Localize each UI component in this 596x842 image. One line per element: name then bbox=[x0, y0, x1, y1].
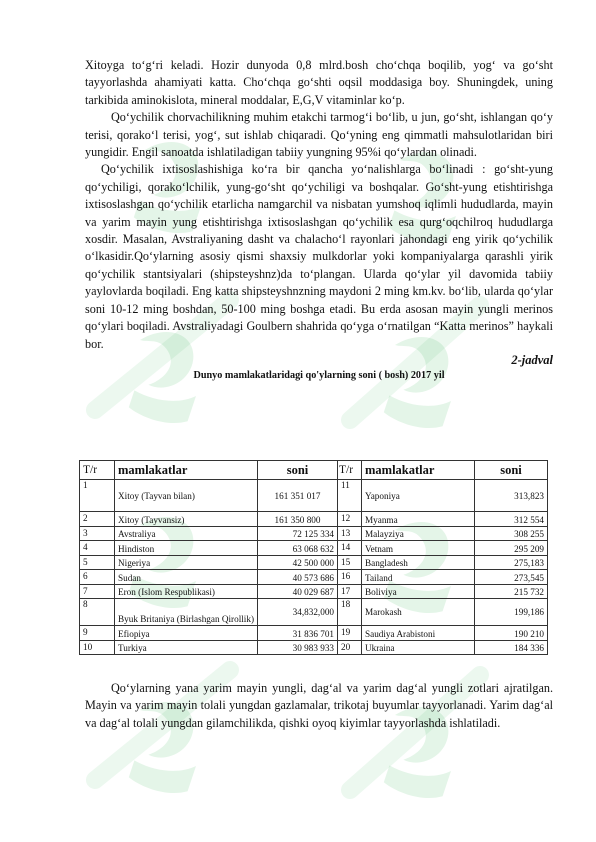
header-count: soni bbox=[258, 461, 338, 480]
sheep-count: 34,832,000 bbox=[258, 599, 338, 626]
country-name: Byuk Britaniya (Birlashgan Qirollik) bbox=[115, 599, 258, 626]
row-number: 5 bbox=[80, 555, 115, 570]
row-number: 7 bbox=[80, 584, 115, 599]
sheep-count: 313,823 bbox=[475, 480, 548, 512]
table-row bbox=[80, 626, 548, 641]
row-number: 20 bbox=[338, 640, 362, 655]
country-name: Vetnam bbox=[362, 541, 475, 556]
country-name: Avstraliya bbox=[115, 526, 258, 541]
row-number: 6 bbox=[80, 570, 115, 585]
country-name: Turkiya bbox=[115, 640, 258, 655]
table-row bbox=[80, 599, 548, 626]
row-number: 1 bbox=[80, 480, 115, 512]
sheep-count: 161 351 017 bbox=[258, 480, 338, 512]
table-row bbox=[80, 584, 548, 599]
row-number: 8 bbox=[80, 599, 115, 626]
country-name: Sudan bbox=[115, 570, 258, 585]
row-number: 10 bbox=[80, 640, 115, 655]
header-country: mamlakatlar bbox=[115, 461, 258, 480]
country-name: Bangladesh bbox=[362, 555, 475, 570]
country-name: Efiopiya bbox=[115, 626, 258, 641]
country-name: Boliviya bbox=[362, 584, 475, 599]
sheep-count: 30 983 933 bbox=[258, 640, 338, 655]
table-row bbox=[80, 512, 548, 527]
paragraph-4: Qo‘ylarning yana yarim mayin yungli, dag‘al va yarim dag‘al yungli zotlari ajratilgan. Mayin va yarim mayin tolali yungdan gazlamalar, trikotaj buyumlar tayyorlanadi. Yarim dag‘al va dag‘al tolali yungdan gilamchilikda, qishki oyoq kiyimlar tayyorlashda ishlatiladi. bbox=[85, 681, 553, 730]
row-number: 13 bbox=[338, 526, 362, 541]
row-number: 18 bbox=[338, 599, 362, 626]
country-name: Marokash bbox=[362, 599, 475, 626]
row-number: 19 bbox=[338, 626, 362, 641]
row-number: 9 bbox=[80, 626, 115, 641]
country-name: Eron (Islom Respublikasi) bbox=[115, 584, 258, 599]
row-number: 15 bbox=[338, 555, 362, 570]
table-title: Dunyo mamlakatlaridagi qo'ylarning soni ( bosh) 2017 yil bbox=[193, 369, 445, 381]
closing-section bbox=[85, 680, 553, 732]
country-name: Myanma bbox=[362, 512, 475, 527]
table-row bbox=[80, 555, 548, 570]
country-name: Ukraina bbox=[362, 640, 475, 655]
sheep-count: 42 500 000 bbox=[258, 555, 338, 570]
row-number: 16 bbox=[338, 570, 362, 585]
header-count-2: soni bbox=[475, 461, 548, 480]
sheep-count: 184 336 bbox=[475, 640, 548, 655]
sheep-count: 63 068 632 bbox=[258, 541, 338, 556]
sheep-count: 31 836 701 bbox=[258, 626, 338, 641]
country-name: Nigeriya bbox=[115, 555, 258, 570]
table-row bbox=[80, 640, 548, 655]
sheep-count: 199,186 bbox=[475, 599, 548, 626]
sheep-count: 312 554 bbox=[475, 512, 548, 527]
sheep-count: 40 573 686 bbox=[258, 570, 338, 585]
country-name: Yaponiya bbox=[362, 480, 475, 512]
sheep-count: 161 350 800 bbox=[258, 512, 338, 527]
country-name: Saudiya Arabistoni bbox=[362, 626, 475, 641]
table-header-row bbox=[80, 461, 548, 480]
country-name: Xitoy (Tayvansiz) bbox=[115, 512, 258, 527]
country-name: Tailand bbox=[362, 570, 475, 585]
row-number: 3 bbox=[80, 526, 115, 541]
sheep-count: 190 210 bbox=[475, 626, 548, 641]
page-body bbox=[85, 57, 553, 384]
row-number: 4 bbox=[80, 541, 115, 556]
country-name: Hindiston bbox=[115, 541, 258, 556]
sheep-count: 295 209 bbox=[475, 541, 548, 556]
paragraph-3: Qo‘ychilik ixtisoslashishiga ko‘ra bir qancha yo‘nalishlarga bo‘linadi : go‘sht-yung qo‘ychiligi, qorako‘lchilik, yung-go‘sht qo‘ychiligi va boshqalar. Go‘sht-yung etishtirishga ixtisoslashgan qo‘ychilik etarlicha namgarchil va nisbatan yumshoq iqlimli hududlarda, mayin va yarim mayin yung etishtirishga ixtisoslashgan qo‘ychilik esa qurg‘oqchilroq hududlarga xosdir. Masalan, Avstraliyaning dasht va chalacho‘l rayonlari jahondagi eng yirik qo‘ychilik o‘lkasidir.Qo‘ylarning asosiy qismi shaxsiy mulkdorlar yoki kompaniyalarga qarashli yirik qo‘ychilik stantsiyalari (shipsteyshnz)da to‘plangan. Ularda qo‘ylar yil davomida tabiiy yaylovlarda boqiladi. Eng katta shipsteyshnzning maydoni 2 ming km.kv. bo‘lib, ularda qo‘ylar soni 10-12 ming boshdan, 50-100 ming boshga etadi. Bu erda asosan mayin yungli merinos qo‘ylari boqiladi. Avstraliyadagi Goulbern shahrida qo‘yga o‘rnatilgan “Katta merinos” haykali bor. bbox=[85, 162, 553, 351]
table-row bbox=[80, 541, 548, 556]
sheep-count: 273,545 bbox=[475, 570, 548, 585]
sheep-count: 215 732 bbox=[475, 584, 548, 599]
paragraph-1: Xitoyga to‘g‘ri keladi. Hozir dunyoda 0,8 mlrd.bosh cho‘chqa boqilib, yog‘ va go‘sht tayyorlashda ahamiyati katta. Cho‘chqa go‘shti oqsil moddasiga boy. Shuningdek, uning tarkibida aminokislota, mineral moddalar, E,G,V vitaminlar ko‘p. bbox=[85, 58, 553, 107]
sheep-count-table bbox=[79, 460, 548, 655]
sheep-count: 275,183 bbox=[475, 555, 548, 570]
table-row bbox=[80, 480, 548, 512]
table-row bbox=[80, 570, 548, 585]
table-number: 2-jadval bbox=[511, 352, 553, 367]
row-number: 12 bbox=[338, 512, 362, 527]
header-country-2: mamlakatlar bbox=[362, 461, 475, 480]
sheep-count: 308 255 bbox=[475, 526, 548, 541]
row-number: 2 bbox=[80, 512, 115, 527]
row-number: 14 bbox=[338, 541, 362, 556]
sheep-count: 72 125 334 bbox=[258, 526, 338, 541]
table-row bbox=[80, 526, 548, 541]
header-no: T/r bbox=[80, 461, 115, 480]
row-number: 17 bbox=[338, 584, 362, 599]
country-name: Xitoy (Tayvan bilan) bbox=[115, 480, 258, 512]
country-name: Malayziya bbox=[362, 526, 475, 541]
header-no-2: T/r bbox=[338, 461, 362, 480]
paragraph-2: Qo‘ychilik chorvachilikning muhim etakchi tarmog‘i bo‘lib, u jun, go‘sht, ishlangan qo‘y terisi, qorako‘l terisi, yog‘, sut ishlab chiqaradi. Qo‘yning eng qimmatli mahsulotlaridan biri yungidir. Engil sanoatda ishlatiladigan tabiiy yungning 95%i qo‘ylardan olinadi. bbox=[85, 110, 553, 160]
row-number: 11 bbox=[338, 480, 362, 512]
sheep-count: 40 029 687 bbox=[258, 584, 338, 599]
